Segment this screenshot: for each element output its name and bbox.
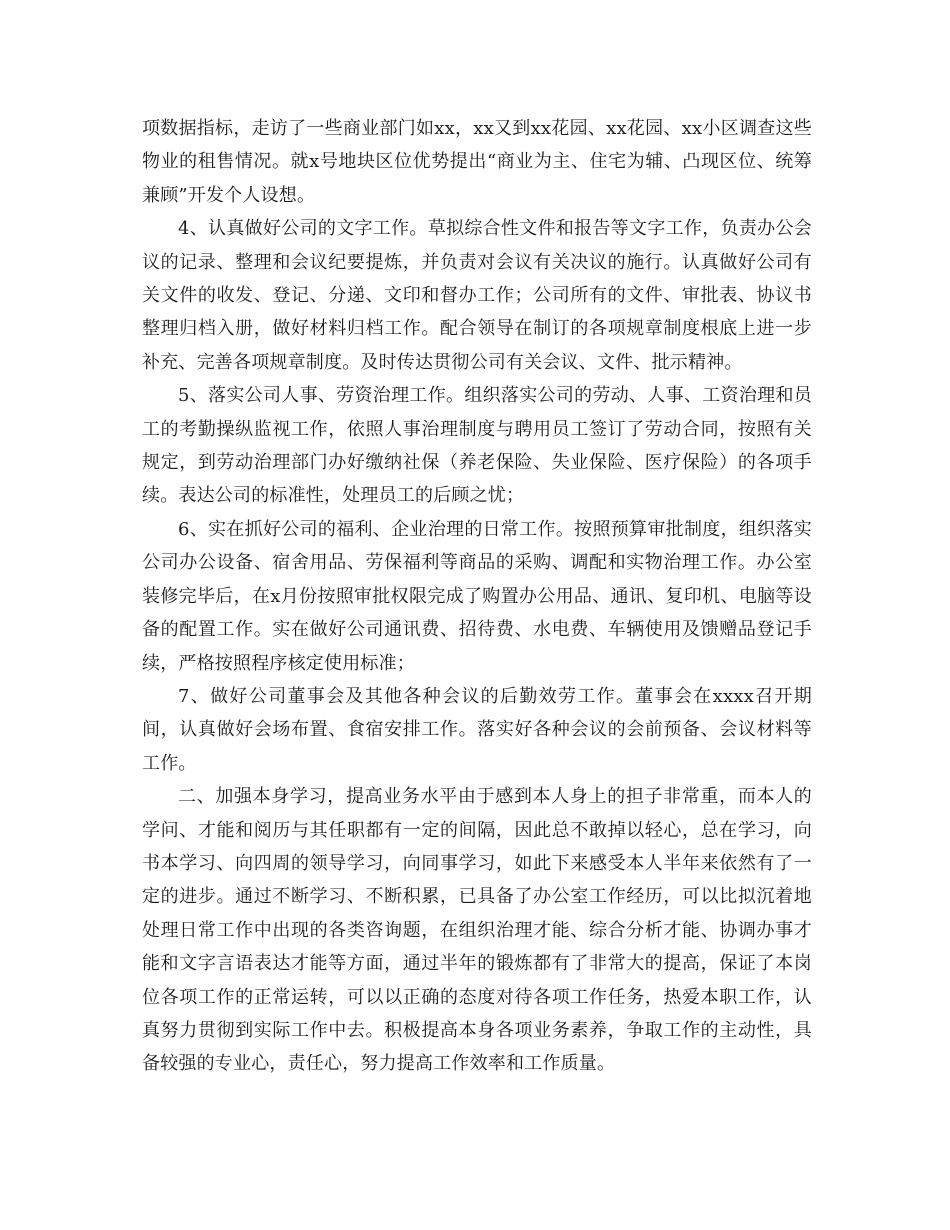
paragraph-section-2: 二、加强本身学习，提高业务水平由于感到本人身上的担子非常重，而本人的学问、才能和阅历与其任职都有一定的间隔，因此总不敢掉以轻心，总在学习，向书本学习、向四周的领导学习，向同事学习，如此下来感受本人半年来依然有了一定的进步。通过不断学习、不断积累，已具备了办公室工作经历，可以比拟沉着地处理日常工作中出现的各类咨询题，在组织治理才能、综合分析才能、协调办事才能和文字言语表达才能等方面，通过半年的锻炼都有了非常大的提高，保证了本岗位各项工作的正常运转，可以以正确的态度对待各项工作任务，热爱本职工作，认真努力贯彻到实际工作中去。积极提高本身各项业务素养，争取工作的主动性，具备较强的专业心，责任心，努力提高工作效率和工作质量。 bbox=[142, 786, 812, 1075]
paragraph-item-7: 7、做好公司董事会及其他各种会议的后勤效劳工作。董事会在xxxx召开期间，认真做好会场布置、食宿安排工作。落实好各种会议的会前预备、会议材料等工作。 bbox=[142, 685, 812, 774]
paragraph-continuation: 项数据指标，走访了一些商业部门如xx，xx又到xx花园、xx花园、xx小区调查这些物业的租售情况。就x号地块区位优势提出“商业为主、住宅为辅、凸现区位、统筹兼顾”开发个人设想。 bbox=[142, 118, 812, 206]
paragraph-item-4: 4、认真做好公司的文字工作。草拟综合性文件和报告等文字工作，负责办公会议的记录、整理和会议纪要提炼，并负责对会议有关决议的施行。认真做好公司有关文件的收发、登记、分递、文印和督办工作；公司所有的文件、审批表、协议书整理归档入册，做好材料归档工作。配合领导在制订的各项规章制度根底上进一步补充、完善各项规章制度。及时传达贯彻公司有关会议、文件、批示精神。 bbox=[142, 218, 812, 373]
document-page bbox=[142, 112, 812, 1081]
paragraph-item-6: 6、实在抓好公司的福利、企业治理的日常工作。按照预算审批制度，组织落实公司办公设备、宿舍用品、劳保福利等商品的采购、调配和实物治理工作。办公室装修完毕后，在x月份按照审批权限完成了购置办公用品、通讯、复印机、电脑等设备的配置工作。实在做好公司通讯费、招待费、水电费、车辆使用及馈赠品登记手续，严格按照程序核定使用标准； bbox=[142, 518, 812, 674]
paragraph-item-5: 5、落实公司人事、劳资治理工作。组织落实公司的劳动、人事、工资治理和员工的考勤操纵监视工作，依照人事治理制度与聘用员工签订了劳动合同，按照有关规定，到劳动治理部门办好缴纳社保（养老保险、失业保险、医疗保险）的各项手续。表达公司的标准性，处理员工的后顾之忧； bbox=[142, 385, 812, 507]
